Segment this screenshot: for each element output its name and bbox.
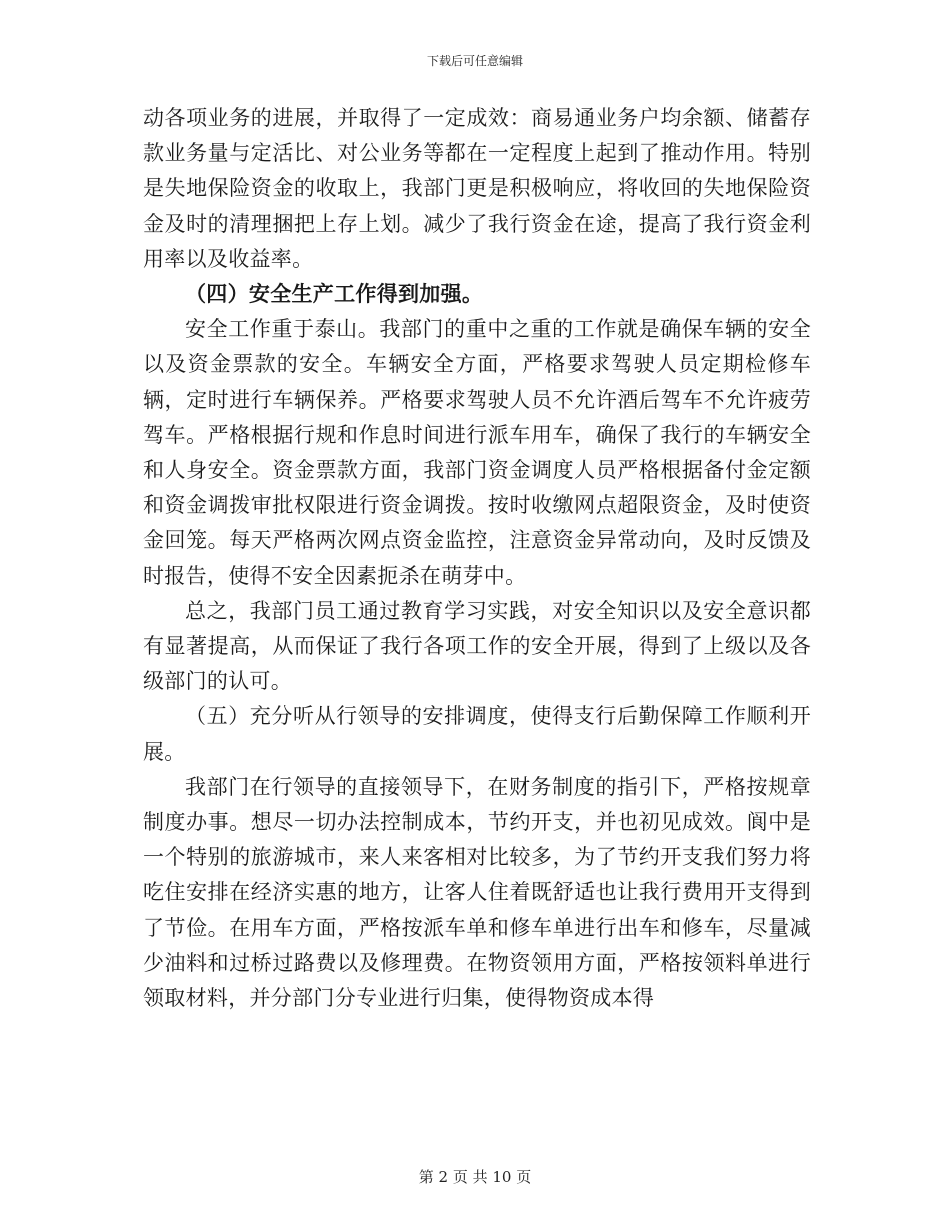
paragraph-continuation: 动各项业务的进展，并取得了一定成效：商易通业务户均余额、储蓄存款业务量与定活比、对公业务等都在一定程度上起到了推动作用。特别是失地保险资金的收取上，我部门更是积极响应，将收回的失地保险资金及时的清理捆把上存上划。减少了我行资金在途，提高了我行资金利用率以及收益率。 [143,106,811,271]
section-heading-4: （四）安全生产工作得到加强。 [185,282,484,307]
document-body [143,101,811,1016]
paragraph-logistics: 我部门在行领导的直接领导下，在财务制度的指引下，严格按规章制度办事。想尽一切办法控制成本，节约开支，并也初见成效。阆中是一个特别的旅游城市，来人来客相对比较多，为了节约开支我们努力将吃住安排在经济实惠的地方，让客人住着既舒适也让我行费用开支得到了节俭。在用车方面，严格按派车单和修车单进行出车和修车，尽量减少油料和过桥过路费以及修理费。在物资领用方面，严格按领料单进行领取材料，并分部门分专业进行归集，使得物资成本得 [143,774,811,1011]
section-heading-5: （五）充分听从行领导的安排调度，使得支行后勤保障工作顺利开展。 [143,704,811,764]
page-footer: 第 2 页 共 10 页 [418,1168,532,1186]
paragraph-safety: 安全工作重于泰山。我部门的重中之重的工作就是确保车辆的安全以及资金票款的安全。车辆安全方面，严格要求驾驶人员定期检修车辆，定时进行车辆保养。严格要求驾驶人员不允许酒后驾车不允许疲劳驾车。严格根据行规和作息时间进行派车用车，确保了我行的车辆安全和人身安全。资金票款方面，我部门资金调度人员严格根据备付金定额和资金调拨审批权限进行资金调拨。按时收缴网点超限资金，及时使资金回笼。每天严格两次网点资金监控，注意资金异常动向，及时反馈及时报告，使得不安全因素扼杀在萌芽中。 [143,317,811,588]
paragraph-summary: 总之，我部门员工通过教育学习实践，对安全知识以及安全意识都有显著提高，从而保证了我行各项工作的安全开展，得到了上级以及各级部门的认可。 [143,598,811,694]
page-header: 下载后可任意编辑 [426,54,523,68]
